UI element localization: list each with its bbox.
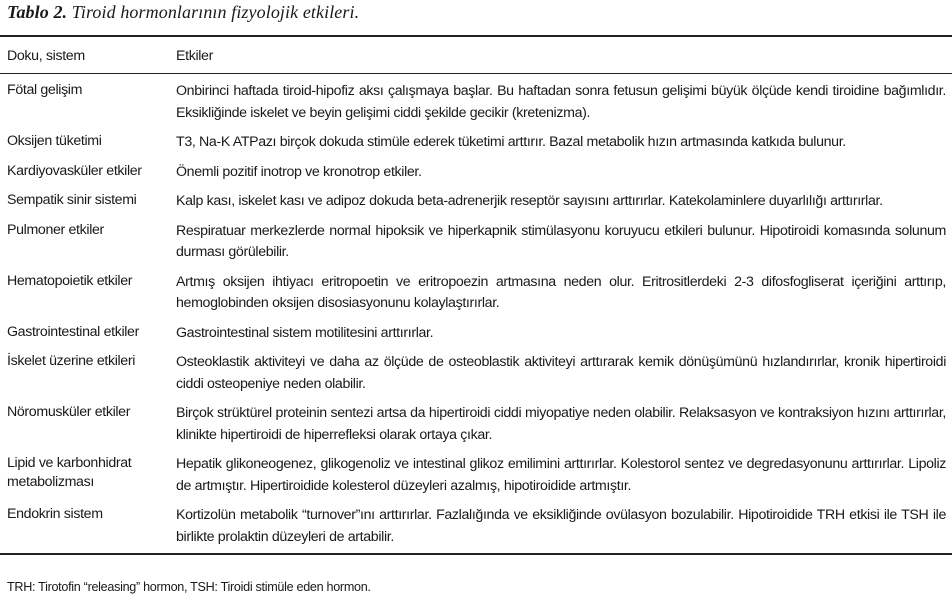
header-system: Doku, sistem bbox=[7, 48, 85, 64]
row-system: İskelet üzerine etkileri bbox=[7, 353, 136, 369]
row-effect: T3, Na-K ATPazı birçok dokuda stimüle ederek tüketimi arttırır. Bazal metabolik hızın artmasında katkıda bulunur. bbox=[176, 134, 846, 150]
row-system: Lipid ve karbonhidrat metabolizması bbox=[7, 455, 132, 490]
row-effect: Birçok strüktürel proteinin sentezi artsa da hipertiroidi ciddi miyopatiye neden olabilir. Relaksasyon ve kontraksiyon hızını arttırırlar, klinikte hipertiroidi de hiperrefleksi olarak ortaya çıkar. bbox=[176, 405, 946, 443]
table-row bbox=[0, 159, 952, 189]
row-effect: Artmış oksijen ihtiyacı eritropoetin ve eritropoezin artmasına neden olur. Eritrositlerdeki 2-3 difosfogliserat içeriğini arttırıp, hemoglobinden oksijen disosiasyonunu kolaylaştırırlar. bbox=[176, 273, 946, 311]
row-system: Gastrointestinal etkiler bbox=[7, 323, 139, 340]
row-system: Pulmoner etkiler bbox=[7, 221, 104, 238]
row-effect: Respiratuar merkezlerde normal hipoksik ve hiperkapnik stimülasyonu koruyucu etkileri bulunur. Hipotiroidi komasında solunum durması görülebilir. bbox=[176, 222, 946, 260]
row-effect: Osteoklastik aktiviteyi ve daha az ölçüde de osteoblastik aktiviteyi arttırarak kemik dönüşümünü hızlandırırlar, kronik hipertiroidi ciddi osteopeniye neden olabilir. bbox=[176, 354, 946, 392]
table-footnote: TRH: Tirotofin “releasing” hormon, TSH: Tiroidi stimüle eden hormon. bbox=[7, 580, 371, 594]
table-row bbox=[0, 269, 952, 320]
row-system: Nöromusküler etkiler bbox=[7, 404, 131, 420]
row-system: Sempatik sinir sistemi bbox=[7, 192, 137, 208]
table-bottom-rule bbox=[0, 553, 952, 555]
table-row bbox=[0, 78, 952, 129]
table-caption-label: Tablo 2. bbox=[7, 2, 68, 22]
table-caption bbox=[7, 2, 359, 23]
table-row bbox=[0, 400, 952, 451]
row-effect: Kalp kası, iskelet kası ve adipoz dokuda beta-adrenerjik reseptör sayısını arttırırlar. Katekolaminlere duyarlılığı arttırırlar. bbox=[176, 193, 883, 209]
row-system: Fötal gelişim bbox=[7, 82, 83, 98]
row-system: Hematopoietik etkiler bbox=[7, 272, 133, 289]
row-effect: Onbirinci haftada tiroid-hipofiz aksı çalışmaya başlar. Bu haftadan sonra fetusun gelişimi büyük ölçüde kendi tiroidine bağımlıdır. Eksikliğinde iskelet ve beyin gelişimi ciddi şekilde gecikir (kretenizma). bbox=[176, 83, 946, 121]
header-effects: Etkiler bbox=[176, 48, 213, 64]
row-effect: Önemli pozitif inotrop ve kronotrop etkiler. bbox=[176, 163, 422, 180]
row-system: Oksijen tüketimi bbox=[7, 133, 102, 149]
table-caption-title: Tiroid hormonlarının fizyolojik etkileri. bbox=[71, 2, 360, 22]
row-effect: Gastrointestinal sistem motilitesini arttırırlar. bbox=[176, 324, 434, 341]
table-header-row bbox=[0, 37, 952, 73]
row-system: Endokrin sistem bbox=[7, 506, 103, 522]
table-row bbox=[0, 451, 952, 502]
table-row bbox=[0, 502, 952, 553]
table-body bbox=[0, 74, 952, 553]
table-row bbox=[0, 349, 952, 400]
table-row bbox=[0, 188, 952, 218]
table-row bbox=[0, 320, 952, 350]
table-row bbox=[0, 218, 952, 269]
physiology-table bbox=[0, 35, 952, 555]
row-system: Kardiyovasküler etkiler bbox=[7, 162, 142, 179]
row-effect: Kortizolün metabolik “turnover”ını arttırırlar. Fazlalığında ve eksikliğinde ovülasyon bozulabilir. Hipotiroidide TRH etkisi ile TSH ile birlikte prolaktin düzeyleri de artabilir. bbox=[176, 507, 946, 545]
row-effect: Hepatik glikoneogenez, glikogenoliz ve intestinal glikoz emilimini arttırırlar. Kolestorol sentez ve degredasyonunu arttırırlar. Lipoliz de artmıştır. Hipertiroidide kolesterol düzeyleri azalmış, hipotiroidide artmıştır. bbox=[176, 456, 946, 494]
table-row bbox=[0, 129, 952, 159]
